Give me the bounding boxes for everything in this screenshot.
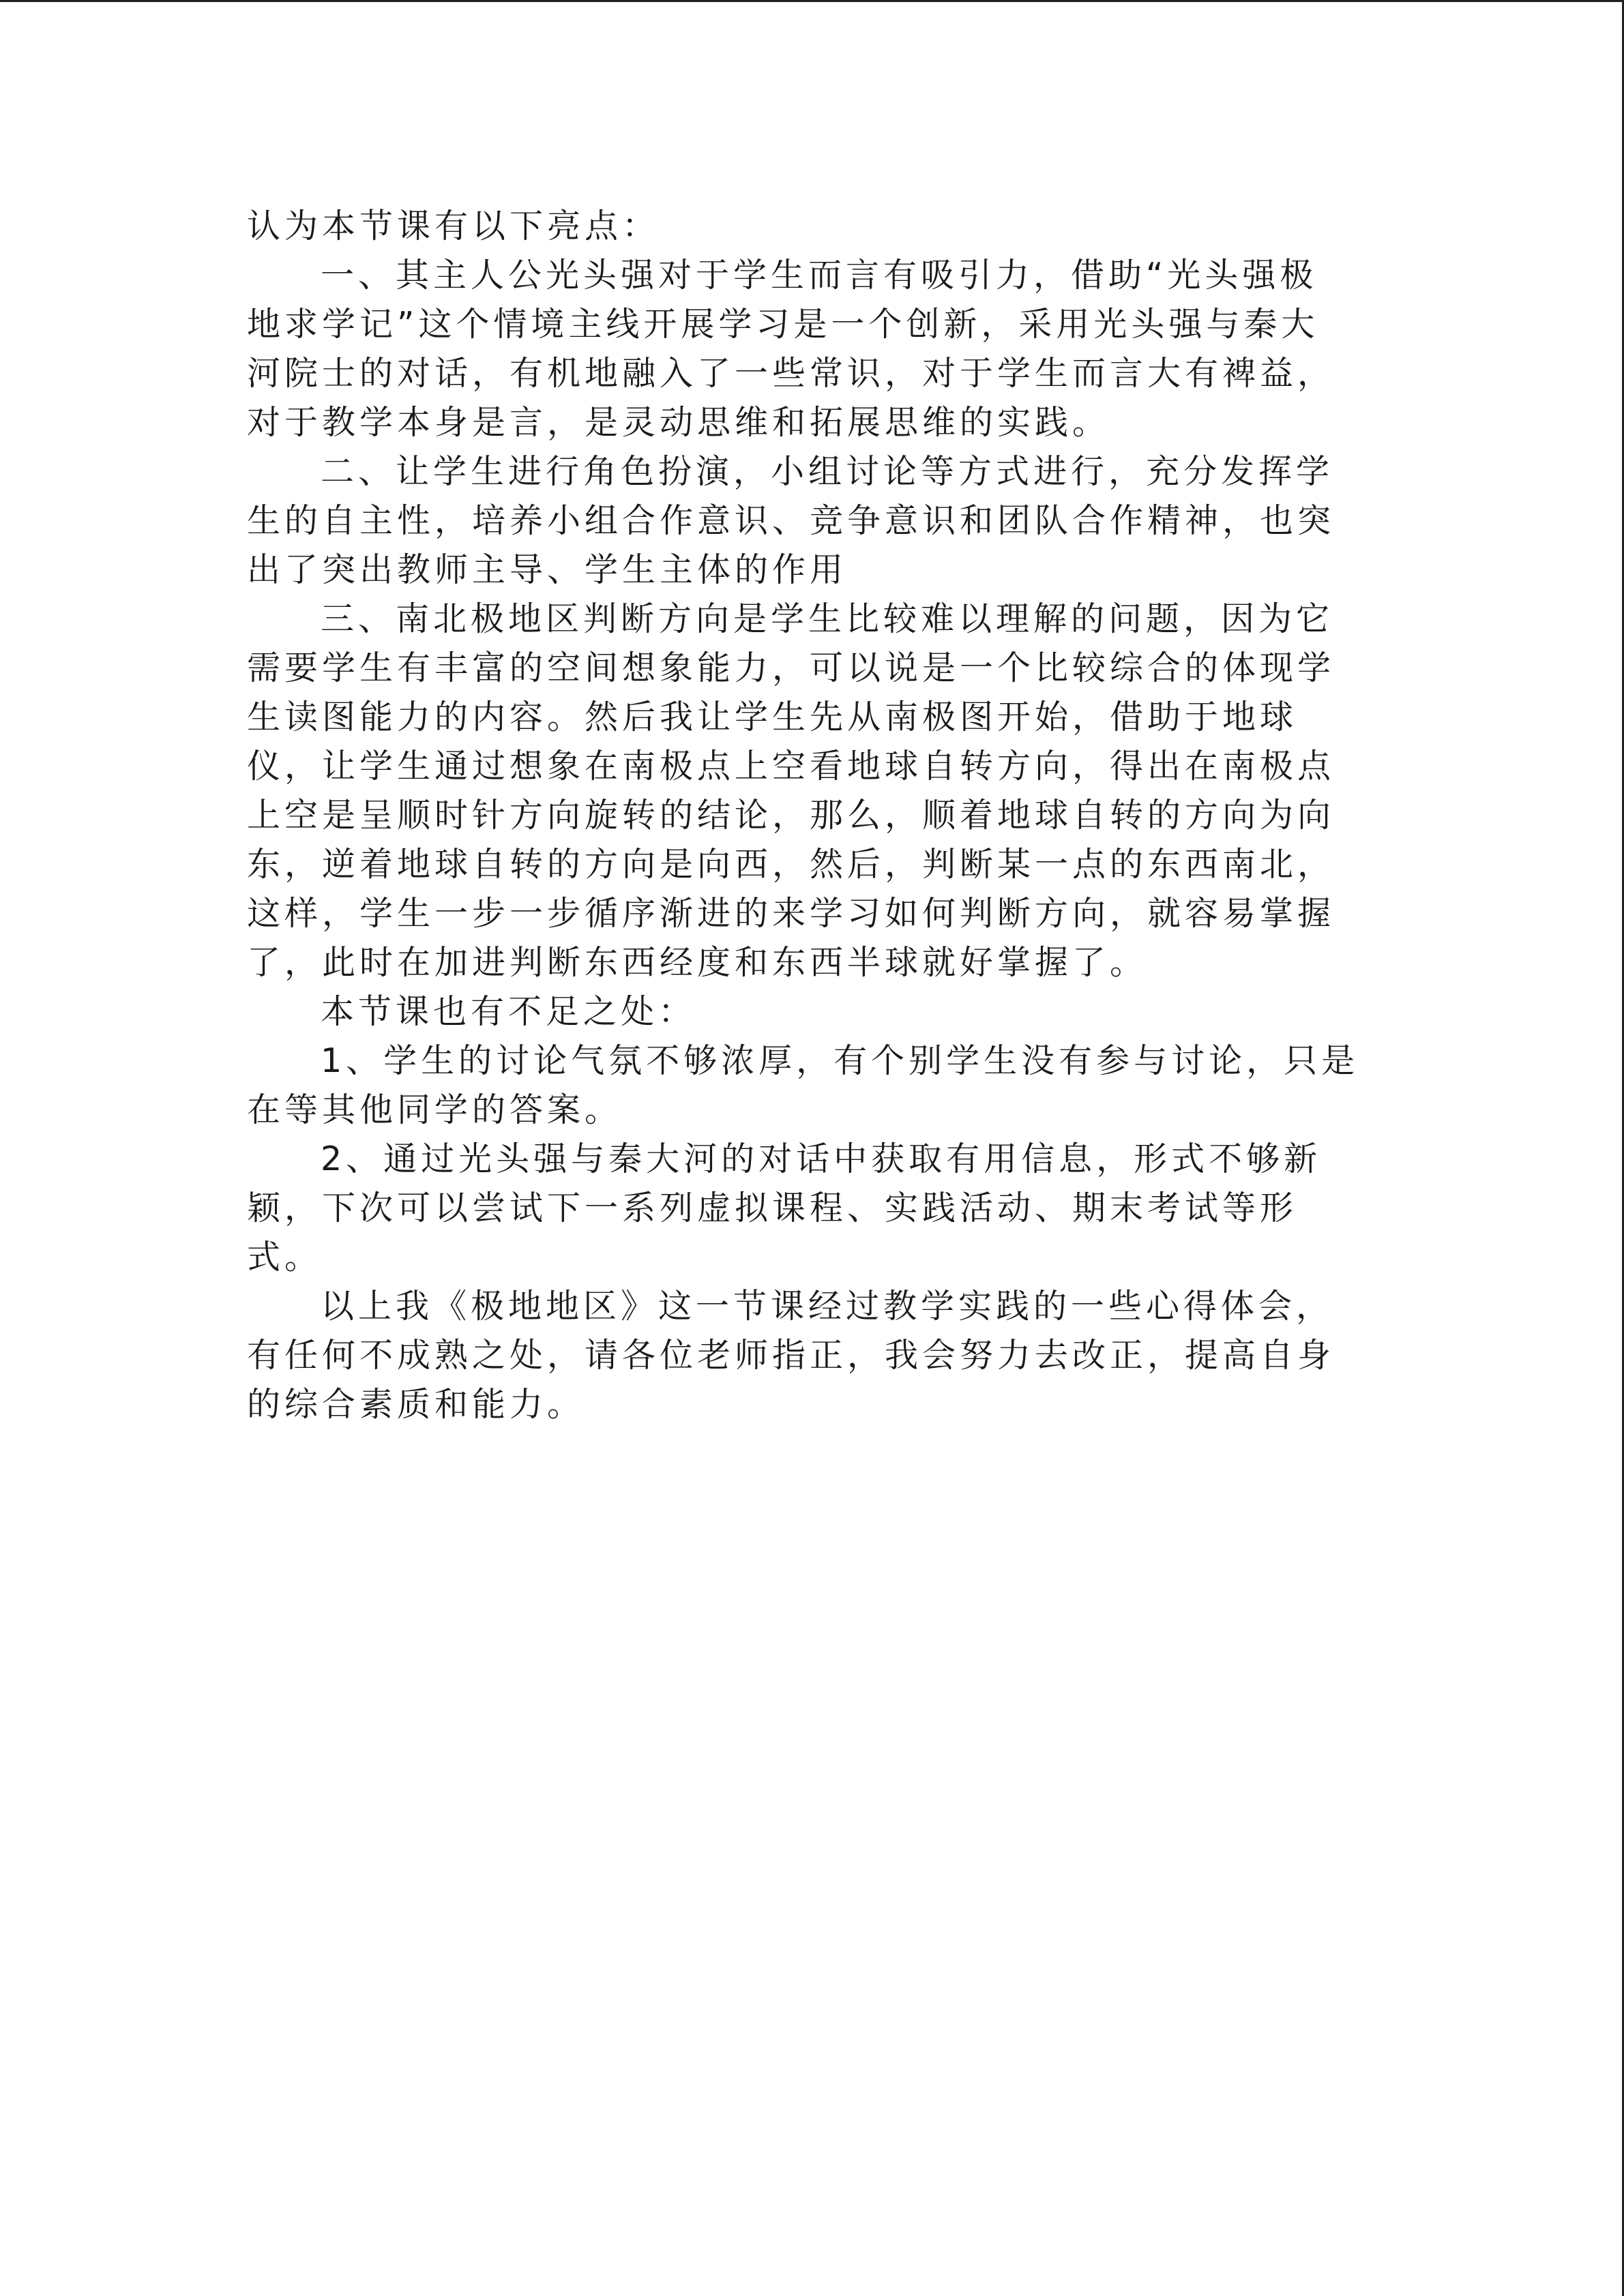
text-line-12: 仪，让学生通过想象在南极点上空看地球自转方向，得出在南极点: [247, 747, 1335, 786]
text-line-15: 这样，学生一步一步循序渐进的来学习如何判断方向，就容易掌握: [247, 894, 1335, 933]
text-line-9: 三、南北极地区判断方向是学生比较难以理解的问题，因为它: [321, 599, 1334, 638]
text-line-22: 式。: [247, 1238, 323, 1277]
text-line-25: 的综合素质和能力。: [247, 1385, 585, 1424]
document-body: [247, 202, 1379, 1429]
text-line-13: 上空是呈顺时针方向旋转的结论，那么，顺着地球自转的方向为向: [247, 796, 1335, 835]
text-line-23: 以上我《极地地区》这一节课经过教学实践的一些心得体会，: [321, 1287, 1334, 1326]
text-line-3: 地求学记”这个情境主线开展学习是一个创新，采用光头强与秦大: [247, 305, 1319, 344]
text-line-18: 1、学生的讨论气氛不够浓厚，有个别学生没有参与讨论，只是: [321, 1041, 1359, 1080]
text-line-11: 生读图能力的内容。然后我让学生先从南极图开始，借助于地球: [247, 698, 1298, 736]
text-line-14: 东，逆着地球自转的方向是向西，然后，判断某一点的东西南北，: [247, 845, 1335, 884]
text-line-5: 对于教学本身是言，是灵动思维和拓展思维的实践。: [247, 403, 1110, 442]
text-line-16: 了，此时在加进判断东西经度和东西半球就好掌握了。: [247, 943, 1148, 982]
text-line-21: 颖，下次可以尝试下一系列虚拟课程、实践活动、期末考试等形: [247, 1189, 1298, 1227]
text-line-4: 河院士的对话，有机地融入了一些常识，对于学生而言大有裨益，: [247, 354, 1335, 393]
text-line-7: 生的自主性，培养小组合作意识、竞争意识和团队合作精神，也突: [247, 501, 1335, 540]
text-line-17: 本节课也有不足之处：: [321, 992, 696, 1031]
page-border-top: [0, 0, 1624, 2]
text-line-2: 一、其主人公光头强对于学生而言有吸引力，借助“光头强极: [321, 256, 1318, 295]
text-line-6: 二、让学生进行角色扮演，小组讨论等方式进行，充分发挥学: [321, 452, 1334, 491]
text-line-1: 认为本节课有以下亮点：: [247, 207, 660, 245]
text-line-19: 在等其他同学的答案。: [247, 1090, 623, 1129]
text-line-24: 有任何不成熟之处，请各位老师指正，我会努力去改正，提高自身: [247, 1336, 1335, 1375]
text-line-8: 出了突出教师主导、学生主体的作用: [247, 550, 848, 589]
text-line-10: 需要学生有丰富的空间想象能力，可以说是一个比较综合的体现学: [247, 648, 1335, 687]
text-line-20: 2、通过光头强与秦大河的对话中获取有用信息，形式不够新: [321, 1139, 1322, 1178]
